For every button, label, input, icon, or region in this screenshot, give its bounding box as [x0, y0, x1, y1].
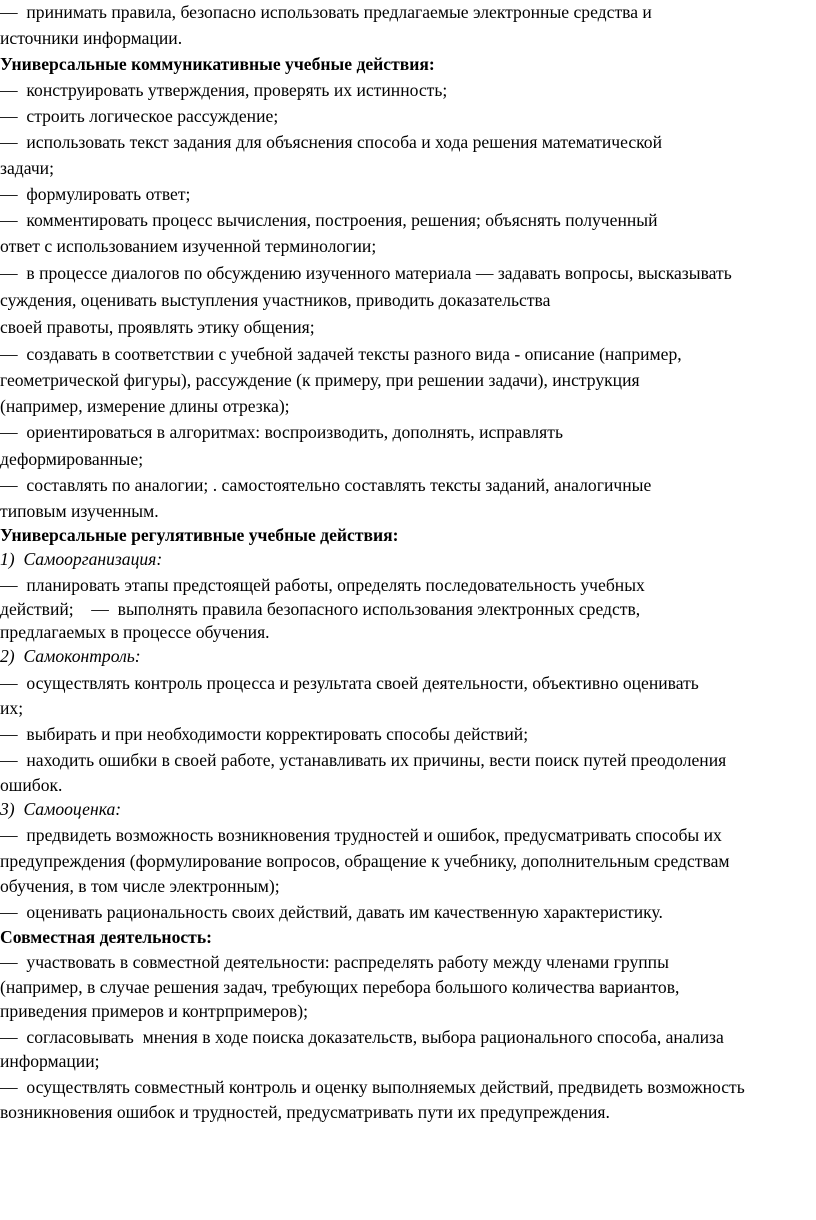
text-line: — в процессе диалогов по обсуждению изученного материала — задавать вопросы, высказывать: [0, 263, 732, 283]
text-line: — осуществлять совместный контроль и оценку выполняемых действий, предвидеть возможность: [0, 1077, 745, 1097]
text-line: — осуществлять контроль процесса и результата своей деятельности, объективно оценивать: [0, 673, 699, 693]
subsection-heading-self-organization: 1) Самоорганизация:: [0, 549, 163, 569]
text-line: деформированные;: [0, 449, 144, 469]
text-line: приведения примеров и контрпримеров);: [0, 1001, 308, 1021]
text-line: своей правоты, проявлять этику общения;: [0, 317, 315, 337]
text-line: (например, измерение длины отрезка);: [0, 396, 290, 416]
subsection-heading-self-control: 2) Самоконтроль:: [0, 646, 141, 666]
text-line: — оценивать рациональность своих действий, давать им качественную характеристику.: [0, 902, 663, 922]
text-line: возникновения ошибок и трудностей, предусматривать пути их предупреждения.: [0, 1102, 610, 1122]
section-heading-regulatory: Универсальные регулятивные учебные действия:: [0, 525, 399, 545]
text-line: — формулировать ответ;: [0, 184, 191, 204]
text-line: — строить логическое рассуждение;: [0, 106, 279, 126]
text-line: предупреждения (формулирование вопросов, обращение к учебнику, дополнительным средствам: [0, 851, 730, 871]
text-line: — комментировать процесс вычисления, построения, решения; объяснять полученный: [0, 210, 658, 230]
text-line: ответ с использованием изученной терминологии;: [0, 236, 377, 256]
text-line: — согласовывать мнения в ходе поиска доказательств, выбора рационального способа, анализа: [0, 1027, 724, 1047]
text-line: — выбирать и при необходимости корректировать способы действий;: [0, 724, 529, 744]
section-heading-communicative: Универсальные коммуникативные учебные действия:: [0, 54, 435, 74]
text-line: — принимать правила, безопасно использовать предлагаемые электронные средства и: [0, 2, 652, 22]
text-line: — использовать текст задания для объяснения способа и хода решения математической: [0, 132, 663, 152]
text-line: — предвидеть возможность возникновения трудностей и ошибок, предусматривать способы их: [0, 825, 722, 845]
text-line: типовым изученным.: [0, 501, 159, 521]
text-line: геометрической фигуры), рассуждение (к примеру, при решении задачи), инструкция: [0, 370, 640, 390]
text-line: обучения, в том числе электронным);: [0, 876, 280, 896]
text-line: — конструировать утверждения, проверять их истинность;: [0, 80, 448, 100]
text-line: задачи;: [0, 158, 54, 178]
text-line: — находить ошибки в своей работе, устанавливать их причины, вести поиск путей преодоления: [0, 750, 727, 770]
section-heading-joint-activity: Совместная деятельность:: [0, 927, 212, 947]
text-line: действий; — выполнять правила безопасного использования электронных средств,: [0, 599, 641, 619]
text-line: — ориентироваться в алгоритмах: воспроизводить, дополнять, исправлять: [0, 422, 563, 442]
text-line: их;: [0, 698, 24, 718]
text-line: информации;: [0, 1051, 100, 1071]
text-line: ошибок.: [0, 775, 63, 795]
subsection-heading-self-assessment: 3) Самооценка:: [0, 799, 122, 819]
text-line: предлагаемых в процессе обучения.: [0, 622, 270, 642]
text-line: — составлять по аналогии; . самостоятельно составлять тексты заданий, аналогичные: [0, 475, 652, 495]
text-line: — участвовать в совместной деятельности: распределять работу между членами группы: [0, 952, 669, 972]
text-line: — планировать этапы предстоящей работы, определять последовательность учебных: [0, 575, 645, 595]
text-line: (например, в случае решения задач, требующих перебора большого количества вариантов,: [0, 977, 680, 997]
text-line: — создавать в соответствии с учебной задачей тексты разного вида - описание (например,: [0, 344, 682, 364]
text-line: суждения, оценивать выступления участников, приводить доказательства: [0, 290, 551, 310]
text-line: источники информации.: [0, 28, 183, 48]
